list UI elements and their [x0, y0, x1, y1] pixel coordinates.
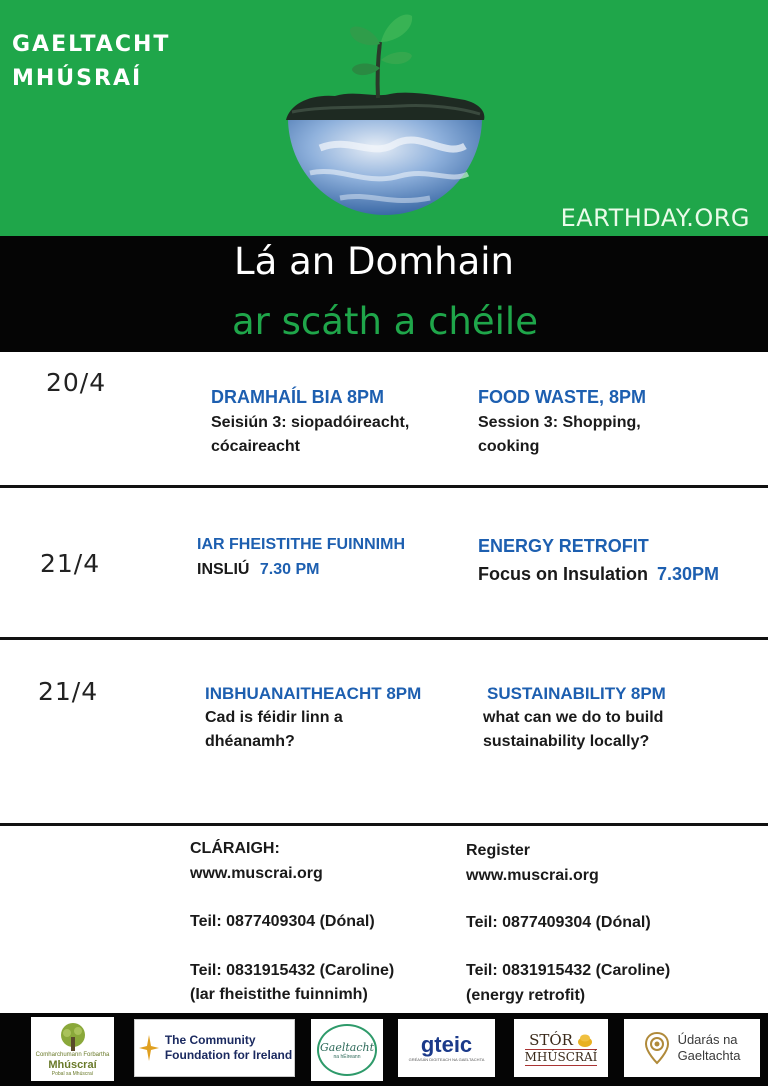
register-irish-phone-2[interactable]: Teil: 0831915432 (Caroline) [190, 962, 395, 979]
sponsor-2-name: The Community [164, 1033, 256, 1047]
event-1-irish-line-1: Seisiún 3: siopadóireacht, [211, 414, 410, 431]
event-1-irish-desc [211, 411, 409, 459]
brand-line-2: MHÚSRAÍ [12, 66, 143, 91]
event-3-irish-desc [205, 706, 343, 754]
event-1-english-desc [478, 411, 641, 459]
event-3-english-line-1: what can we do to build [483, 709, 664, 726]
register-english-note: (energy retrofit) [466, 987, 586, 1004]
event-3-english-line-2: sustainability locally? [483, 733, 650, 750]
circle-logo-icon [317, 1024, 377, 1076]
sponsor-1-tagline: Pobal sa Mhúscraí [51, 1070, 94, 1077]
event-2-english-title: ENERGY RETROFIT [478, 536, 649, 556]
event-2-english-line-1: Focus on Insulation [478, 564, 648, 584]
register-english-phone-2[interactable]: Teil: 0831915432 (Caroline) [466, 962, 671, 979]
event-3-irish-line-1: Cad is féidir linn a [205, 709, 343, 726]
beehive-icon [577, 1033, 593, 1047]
hero-header [0, 0, 768, 236]
section-divider [0, 823, 768, 826]
event-3-irish-line-2: dhéanamh? [205, 733, 295, 750]
register-irish-phone-1[interactable]: Teil: 0877409304 (Dónal) [190, 913, 375, 930]
register-english-heading: Register [466, 842, 531, 859]
sponsor-4-name-2: GRÉASÁN DIGITEACH NA GAELTACHTA [408, 1057, 485, 1062]
sponsor-logo-stor-mhuscrai [514, 1019, 608, 1077]
earth-plant-icon [280, 8, 490, 236]
sponsor-6-name-2: Gaeltachta [677, 1048, 741, 1063]
location-pin-icon [644, 1031, 670, 1065]
event-1-english-line-1: Session 3: Shopping, [478, 414, 641, 431]
sponsor-logo-gteic [398, 1019, 495, 1077]
register-english-website[interactable]: www.muscrai.org [466, 867, 599, 884]
event-1-date: 20/4 [46, 368, 107, 397]
event-3-date: 21/4 [38, 677, 99, 706]
event-2-english-desc [478, 564, 719, 585]
event-3-english-desc [483, 706, 663, 754]
sponsor-4-name: gteic [420, 1032, 473, 1057]
sponsor-3-name-2: na hÉireann [333, 1053, 361, 1060]
register-irish-heading: CLÁRAIGH: [190, 840, 280, 857]
brand-title [12, 28, 170, 96]
event-2-irish-line-1: INSLIÚ [197, 561, 250, 578]
event-2-date: 21/4 [40, 549, 101, 578]
sponsor-logo-community-foundation [134, 1019, 295, 1077]
star-icon [137, 1033, 161, 1063]
sponsor-2-name-2: Foundation for Ireland [164, 1048, 293, 1062]
sponsor-6-name: Údarás na [677, 1032, 738, 1047]
register-irish-note: (Iar fheistithe fuinnimh) [190, 986, 368, 1003]
register-english-phone-1[interactable]: Teil: 0877409304 (Dónal) [466, 914, 651, 931]
banner-subtitle: ar scáth a chéile [232, 300, 538, 343]
event-1-irish-title: DRAMHAÍL BIA 8PM [211, 387, 385, 407]
event-1-english-title: FOOD WASTE, 8PM [478, 387, 647, 407]
event-1-irish-line-2: cócaireacht [211, 438, 300, 455]
event-2-english-time: 7.30PM [657, 564, 720, 584]
sponsor-5-name: STÓR [529, 1030, 573, 1049]
sponsor-1-name-2: Mhúscraí [48, 1058, 97, 1071]
section-divider [0, 485, 768, 488]
event-1-english-line-2: cooking [478, 438, 540, 455]
event-2-irish-title: IAR FHEISTITHE FUINNIMH [197, 536, 405, 553]
event-2-irish-time: 7.30 PM [259, 561, 320, 578]
website-label: EARTHDAY.ORG [560, 204, 750, 232]
brand-line-1: GAELTACHT [12, 32, 171, 57]
sponsor-logo-comharchumann [31, 1017, 114, 1081]
sponsor-3-name: Gaeltacht [319, 1040, 375, 1054]
sponsor-5-name-2: MHÚSCRAÍ [524, 1049, 598, 1064]
event-2-irish-desc [197, 558, 320, 582]
banner-title: Lá an Domhain [234, 240, 514, 283]
event-3-english-title: SUSTAINABILITY 8PM [487, 684, 666, 703]
sponsor-logo-udaras [624, 1019, 760, 1077]
register-irish-website[interactable]: www.muscrai.org [190, 865, 323, 882]
sponsor-logo-gaeltacht [311, 1019, 383, 1081]
section-divider [0, 637, 768, 640]
tree-logo-icon [56, 1022, 90, 1052]
event-3-irish-title: INBHUANAITHEACHT 8PM [205, 684, 422, 703]
sponsor-1-name: Comharchumann Forbartha [35, 1051, 110, 1058]
gteic-logo-icon [421, 1033, 472, 1057]
